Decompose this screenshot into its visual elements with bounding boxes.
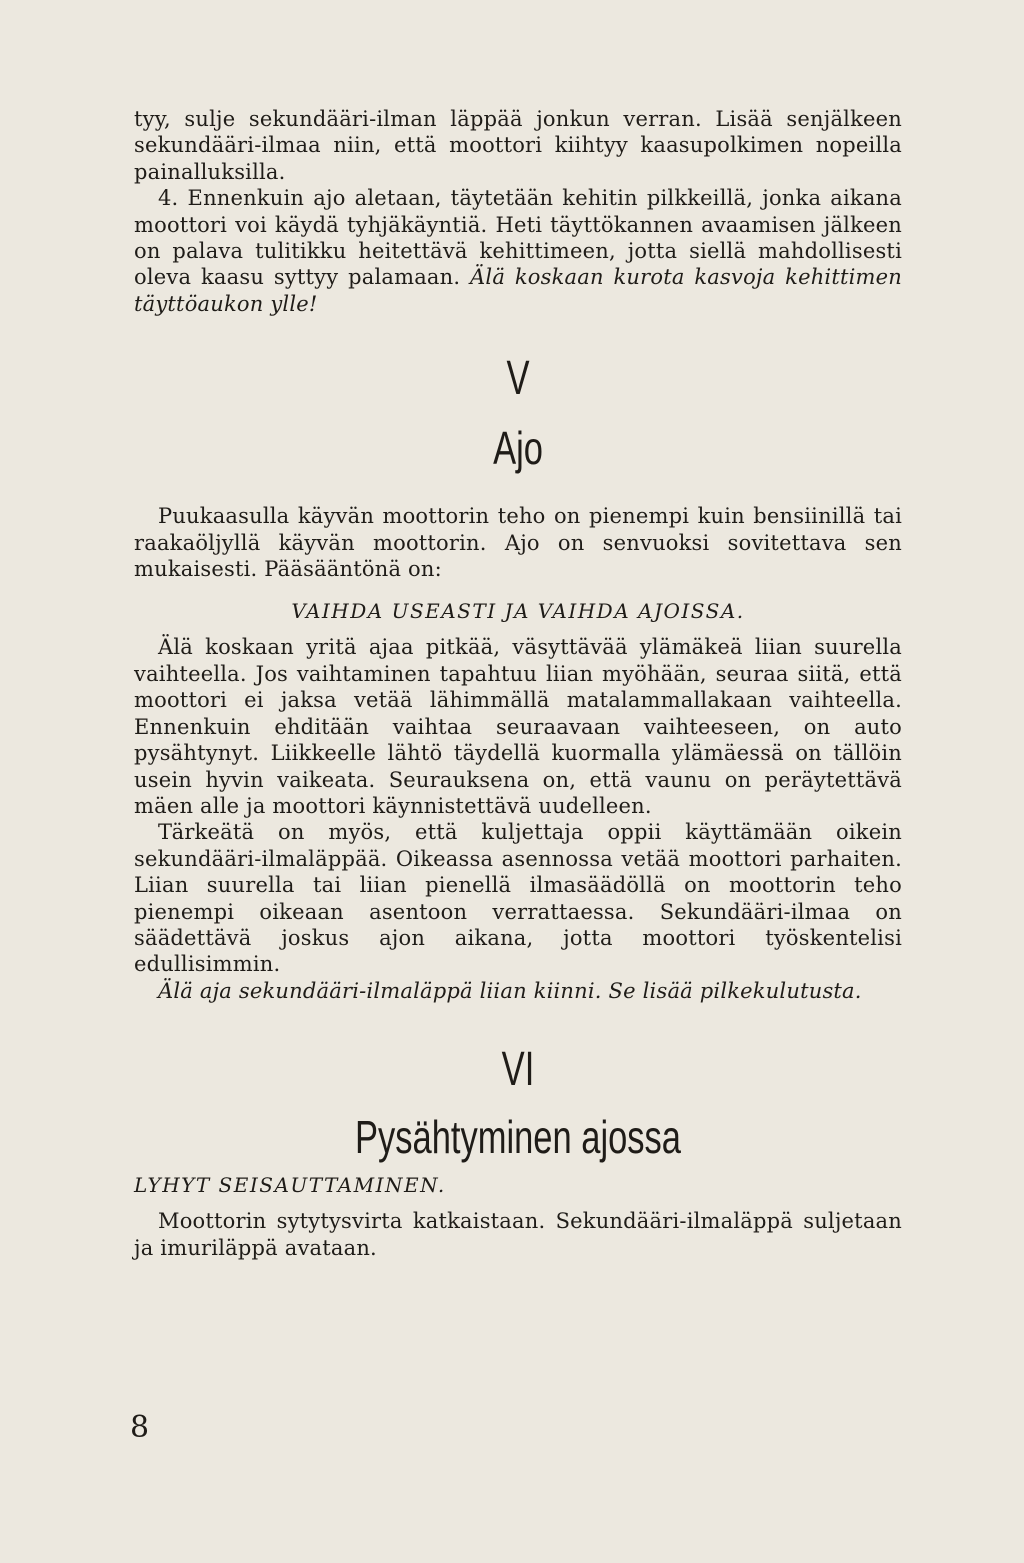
section-5-title: Ajo <box>493 422 543 475</box>
page-number: 8 <box>130 1410 150 1445</box>
section-5-paragraph-1: Puukaasulla käyvän moottorin teho on pienempi kuin bensiinillä tai raakaöljyllä käyvän moottorin. Ajo on senvuoksi sovitettava sen mukaisesti. Pääsääntönä on: <box>134 504 902 582</box>
section-5-warning <box>134 978 902 1004</box>
intro-paragraph-1: tyy, sulje sekundääri-ilman läppää jonkun verran. Lisää senjälkeen sekundääri-ilmaa niin, että moottori kiihtyy kaasupolkimen nopeilla painalluksilla. <box>134 107 902 184</box>
intro-paragraph-2 <box>134 185 902 317</box>
intro-warning: Älä koskaan kurota kasvoja kehittimen täyttöaukon ylle! <box>134 265 902 316</box>
section-5-paragraph-2: Älä koskaan yritä ajaa pitkää, väsyttävää ylämäkeä liian suurella vaihteella. Jos vaihtaminen tapahtuu liian myöhään, seuraa siitä, että moottori ei jaksa vetää lähimmällä matalammallakaan vaihteella. Ennenkuin ehditään vaihtaa seuraavaan vaihteeseen, on auto pysähtynyt. Liikkeelle lähtö täydellä kuormalla ylämäessä on tällöin usein hyvin vaikeata. Seurauksena on, että vaunu on peräytettävä mäen alle ja moottori käynnistettävä uudelleen. <box>134 635 902 818</box>
page-content <box>134 106 902 1261</box>
section-5-warning-text: Älä aja sekundääri-ilmaläppä liian kiinni. Se lisää pilkekulutusta. <box>158 978 862 1003</box>
section-5-numeral: V <box>506 352 530 406</box>
section-6-numeral: VI <box>501 1043 535 1097</box>
section-6-paragraph-1: Moottorin sytytysvirta katkaistaan. Sekundääri-ilmaläppä suljetaan ja imuriläppä avataan. <box>134 1209 902 1260</box>
section-6-title: Pysähtyminen ajossa <box>354 1111 681 1164</box>
section-5-paragraph-3: Tärkeätä on myös, että kuljettaja oppii käyttämään oikein sekundääri-ilmaläppää. Oikeassa asennossa vetää moottori parhaiten. Liian suurella tai liian pienellä ilmasäädöllä on moottorin teho pienempi oikeaan asentoon verrattaessa. Sekundääri-ilmaa on säädettävä joskus ajon aikana, jotta moottori työskentelisi edullisimmin. <box>134 820 902 977</box>
section-5-rule: VAIHDA USEASTI JA VAIHDA AJOISSA. <box>291 599 745 624</box>
intro-paragraph-2-text: 4. Ennenkuin ajo aletaan, täytetään kehitin pilkkeillä, jonka aikana moottori voi käydä tyhjäkäyntiä. Heti täyttökannen avaamisen jälkeen on palava tulitikku heitettävä kehittimeen, jotta siellä mahdollisesti oleva kaasu syttyy palamaan. <box>134 186 902 290</box>
section-6-subtitle: LYHYT SEISAUTTAMINEN. <box>134 1173 446 1198</box>
